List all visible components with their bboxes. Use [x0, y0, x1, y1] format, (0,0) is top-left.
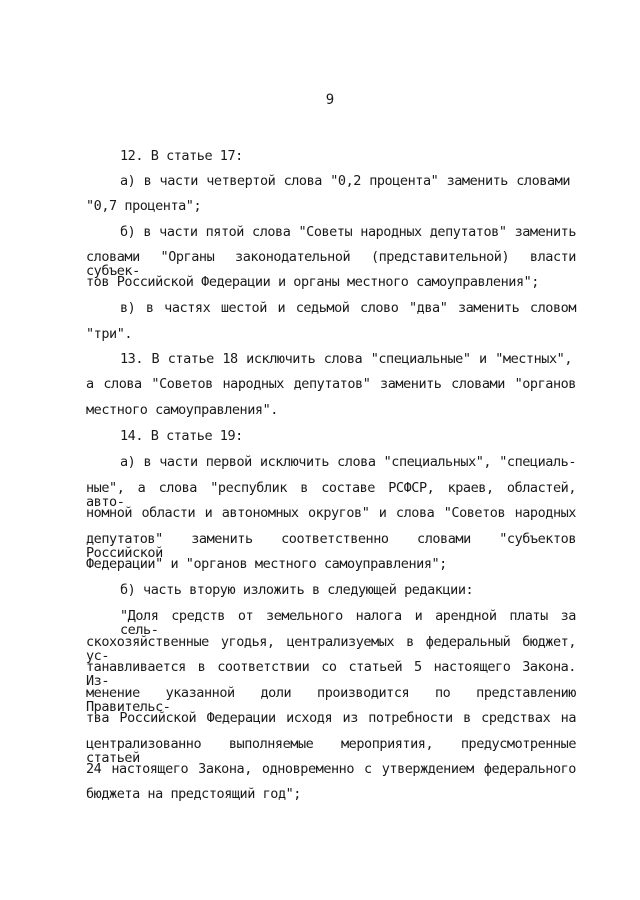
text-line: а) в части четвертой слова "0,2 процента" заменить словами [120, 173, 570, 189]
text-line: скохозяйственные угодья, централизуемых в федеральный бюджет, ус- [86, 634, 576, 664]
text-line: "0,7 процента"; [86, 198, 202, 214]
text-line: Федерации" и "органов местного самоуправления"; [86, 556, 447, 572]
text-line: словами "Органы законодательной (представительной) власти субъек- [86, 249, 576, 279]
text-line: депутатов" заменить соответственно словами "субъектов Российской [86, 531, 576, 561]
text-line: местного самоуправления". [86, 402, 278, 418]
text-line: бюджета на предстоящий год"; [86, 786, 301, 802]
text-line: "три". [86, 326, 133, 342]
text-line: 13. В статье 18 исключить слова "специальные" и "местных", [120, 351, 572, 367]
text-line: централизованно выполняемые мероприятия, предусмотренные статьей [86, 736, 576, 766]
text-line: ные", а слова "республик в составе РСФСР, краев, областей, авто- [86, 480, 576, 510]
text-line: тва Российской Федерации исходя из потребности в средствах на [86, 710, 576, 726]
text-line: 12. В статье 17: [120, 148, 243, 164]
text-line: а слова "Советов народных депутатов" заменить словами "органов [86, 376, 576, 392]
text-line: "Доля средств от земельного налога и арендной платы за сель- [120, 608, 576, 638]
text-line: номной области и автономных округов" и слова "Советов народных [86, 505, 576, 521]
text-line: танавливается в соответствии со статьей 5 настоящего Закона. Из- [86, 659, 576, 689]
text-line: б) часть вторую изложить в следующей редакции: [120, 582, 474, 598]
text-line: б) в части пятой слова "Советы народных депутатов" заменить [120, 224, 576, 240]
text-line: менение указанной доли производится по представлению Правительс- [86, 685, 576, 715]
page-number: 9 [325, 92, 335, 108]
text-line: в) в частях шестой и седьмой слово "два" заменить словом [120, 300, 576, 316]
text-line: тов Российской Федерации и органы местного самоуправления"; [86, 274, 539, 290]
text-line: а) в части первой исключить слова "специальных", "специаль- [120, 454, 576, 470]
text-line: 24 настоящего Закона, одновременно с утверждением федерального [86, 761, 576, 777]
text-line: 14. В статье 19: [120, 428, 243, 444]
